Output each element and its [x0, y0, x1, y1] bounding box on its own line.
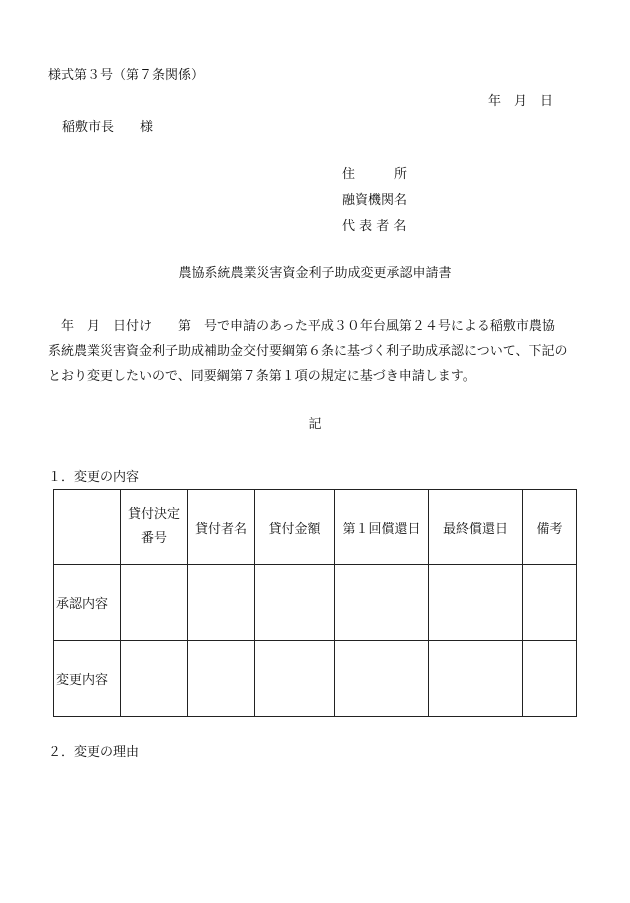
- body-text-line-1: 年 月 日付け 第 号で申請のあった平成３０年台風第２４号による稲敷市農協: [48, 319, 555, 334]
- table-row: [54, 565, 577, 641]
- body-text-line-2: 系統農業災害資金利子助成補助金交付要綱第６条に基づく利子助成承認について、下記の: [48, 344, 568, 359]
- row-label-approved: 承認内容: [54, 565, 121, 641]
- header-borrower: 貸付者名: [188, 490, 255, 565]
- header-loan-decision-line1: 貸付決定: [127, 507, 180, 522]
- section-1-heading: １．変更の内容: [48, 470, 140, 485]
- table-cell[interactable]: [255, 641, 335, 717]
- date-line: 年 月 日: [488, 94, 554, 109]
- table-cell[interactable]: [255, 565, 335, 641]
- header-amount: 貸付金額: [255, 490, 335, 565]
- table-corner-cell: [54, 490, 121, 565]
- table-row: [54, 641, 577, 717]
- header-remarks: 備考: [523, 490, 577, 565]
- table-cell[interactable]: [188, 641, 255, 717]
- table-cell[interactable]: [429, 641, 523, 717]
- table-cell[interactable]: [523, 641, 577, 717]
- body-text-line-3: とおり変更したいので、同要綱第７条第１項の規定に基づき申請します。: [48, 369, 476, 384]
- document-title: 農協系統農業災害資金利子助成変更承認申請書: [178, 266, 452, 281]
- table-cell[interactable]: [121, 641, 188, 717]
- header-final-repayment: 最終償還日: [429, 490, 523, 565]
- sender-bank-label: 融資機関名: [342, 193, 408, 208]
- table-cell[interactable]: [121, 565, 188, 641]
- addressee: 稲敷市長 様: [62, 120, 154, 135]
- section-2-heading: ２．変更の理由: [48, 745, 140, 760]
- table-cell[interactable]: [335, 565, 429, 641]
- table-cell[interactable]: [335, 641, 429, 717]
- header-loan-decision-line2: 番号: [140, 531, 167, 546]
- ki-mark: 記: [308, 417, 322, 432]
- row-label-changed: 変更内容: [54, 641, 121, 717]
- sender-representative-label: 代 表 者 名: [342, 219, 407, 234]
- table-header-row: [54, 490, 577, 565]
- table-cell[interactable]: [523, 565, 577, 641]
- header-first-repayment: 第１回償還日: [335, 490, 429, 565]
- sender-address-label: 住 所: [342, 167, 408, 182]
- form-number: 様式第３号（第７条関係）: [48, 68, 205, 83]
- changes-table: [53, 489, 577, 717]
- table-cell[interactable]: [429, 565, 523, 641]
- header-loan-decision-number: [121, 490, 188, 565]
- table-cell[interactable]: [188, 565, 255, 641]
